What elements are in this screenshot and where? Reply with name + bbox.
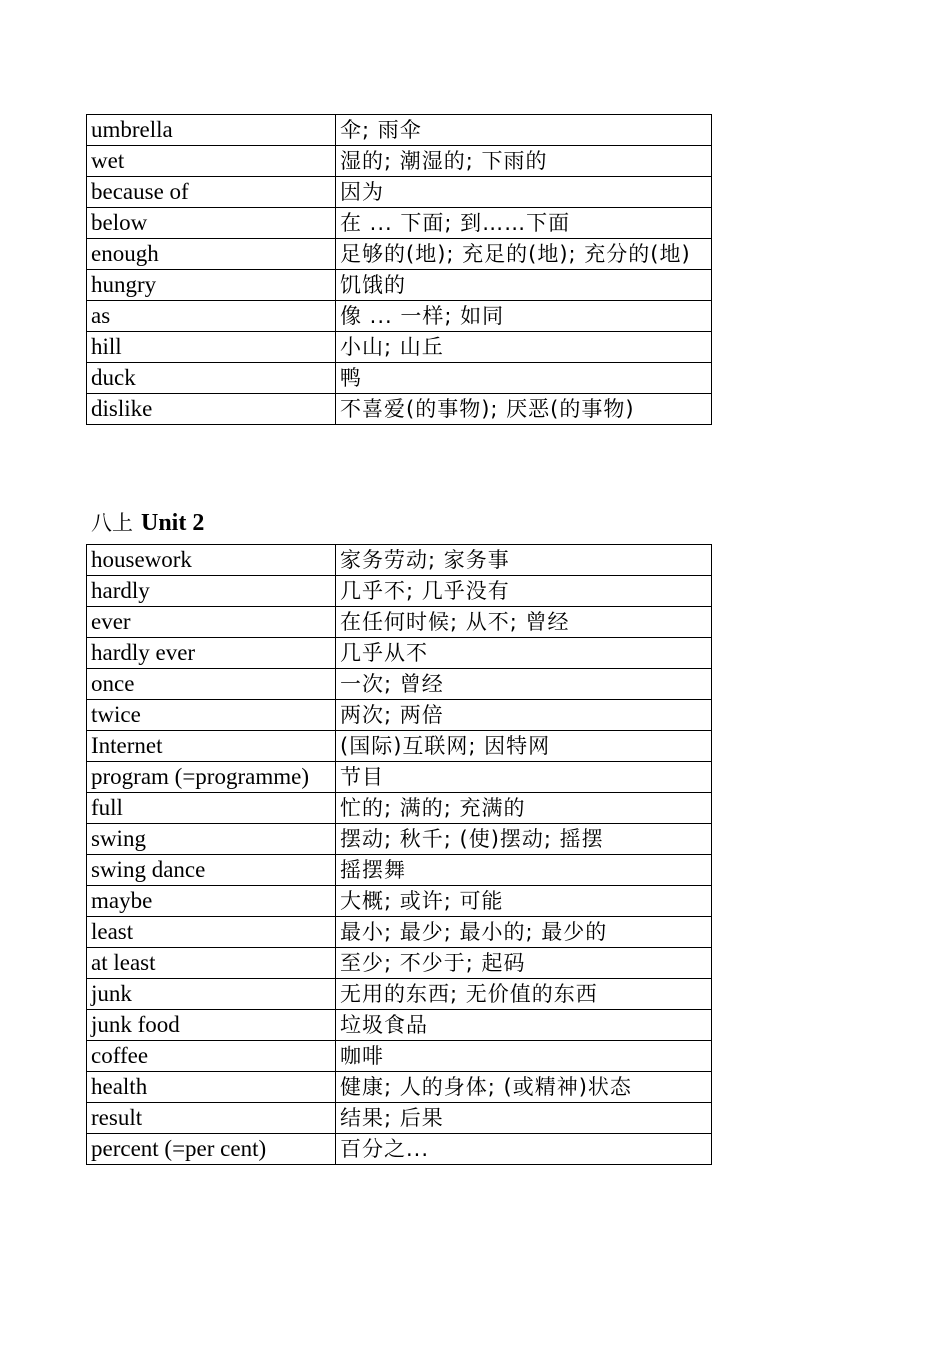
chinese-meaning: 健康; 人的身体; (或精神)状态	[336, 1072, 712, 1103]
table-row	[87, 979, 712, 1010]
chinese-meaning: 咖啡	[336, 1041, 712, 1072]
vocab-table-1	[86, 114, 712, 425]
chinese-meaning: 节目	[336, 762, 712, 793]
chinese-meaning: 几乎从不	[336, 638, 712, 669]
english-word: below	[87, 208, 336, 239]
english-word: percent (=per cent)	[87, 1134, 336, 1165]
table-row	[87, 793, 712, 824]
chinese-meaning: 摆动; 秋千; (使)摆动; 摇摆	[336, 824, 712, 855]
table-row	[87, 208, 712, 239]
table-row	[87, 1041, 712, 1072]
table-row	[87, 824, 712, 855]
chinese-meaning: 几乎不; 几乎没有	[336, 576, 712, 607]
table-row	[87, 239, 712, 270]
table-row	[87, 855, 712, 886]
chinese-meaning: 饥饿的	[336, 270, 712, 301]
chinese-meaning: 垃圾食品	[336, 1010, 712, 1041]
chinese-meaning: 摇摆舞	[336, 855, 712, 886]
english-word: wet	[87, 146, 336, 177]
vocab-table-2	[86, 544, 712, 1165]
english-word: once	[87, 669, 336, 700]
table-row	[87, 576, 712, 607]
table-row	[87, 948, 712, 979]
english-word: maybe	[87, 886, 336, 917]
grade-label: 八上	[91, 511, 133, 535]
english-word: result	[87, 1103, 336, 1134]
english-word: as	[87, 301, 336, 332]
chinese-meaning: 大概; 或许; 可能	[336, 886, 712, 917]
table-row	[87, 762, 712, 793]
table-row	[87, 638, 712, 669]
chinese-meaning: 小山; 山丘	[336, 332, 712, 363]
english-word: coffee	[87, 1041, 336, 1072]
table-row	[87, 301, 712, 332]
english-word: program (=programme)	[87, 762, 336, 793]
unit-title: Unit 2	[141, 510, 205, 536]
english-word: enough	[87, 239, 336, 270]
chinese-meaning: 伞; 雨伞	[336, 115, 712, 146]
chinese-meaning: 因为	[336, 177, 712, 208]
chinese-meaning: 至少; 不少于; 起码	[336, 948, 712, 979]
table-row	[87, 917, 712, 948]
table-row	[87, 1103, 712, 1134]
section-heading	[91, 506, 204, 540]
english-word: housework	[87, 545, 336, 576]
table-row	[87, 1010, 712, 1041]
chinese-meaning: (国际)互联网; 因特网	[336, 731, 712, 762]
table-row	[87, 270, 712, 301]
english-word: duck	[87, 363, 336, 394]
chinese-meaning: 在任何时候; 从不; 曾经	[336, 607, 712, 638]
chinese-meaning: 足够的(地); 充足的(地); 充分的(地)	[336, 239, 712, 270]
table-row	[87, 177, 712, 208]
table-row	[87, 607, 712, 638]
english-word: swing dance	[87, 855, 336, 886]
english-word: swing	[87, 824, 336, 855]
chinese-meaning: 百分之...	[336, 1134, 712, 1165]
english-word: because of	[87, 177, 336, 208]
table-row	[87, 700, 712, 731]
chinese-meaning: 忙的; 满的; 充满的	[336, 793, 712, 824]
english-word: health	[87, 1072, 336, 1103]
table-row	[87, 115, 712, 146]
english-word: at least	[87, 948, 336, 979]
table-row	[87, 1072, 712, 1103]
chinese-meaning: 鸭	[336, 363, 712, 394]
chinese-meaning: 最小; 最少; 最小的; 最少的	[336, 917, 712, 948]
chinese-meaning: 在 ... 下面; 到……下面	[336, 208, 712, 239]
english-word: hill	[87, 332, 336, 363]
english-word: least	[87, 917, 336, 948]
chinese-meaning: 不喜爱(的事物); 厌恶(的事物)	[336, 394, 712, 425]
chinese-meaning: 像 ... 一样; 如同	[336, 301, 712, 332]
chinese-meaning: 两次; 两倍	[336, 700, 712, 731]
english-word: junk food	[87, 1010, 336, 1041]
english-word: ever	[87, 607, 336, 638]
chinese-meaning: 家务劳动; 家务事	[336, 545, 712, 576]
table-row	[87, 886, 712, 917]
table-row	[87, 394, 712, 425]
english-word: hardly	[87, 576, 336, 607]
english-word: Internet	[87, 731, 336, 762]
chinese-meaning: 结果; 后果	[336, 1103, 712, 1134]
chinese-meaning: 湿的; 潮湿的; 下雨的	[336, 146, 712, 177]
english-word: twice	[87, 700, 336, 731]
table-row	[87, 363, 712, 394]
english-word: hardly ever	[87, 638, 336, 669]
table-row	[87, 332, 712, 363]
chinese-meaning: 一次; 曾经	[336, 669, 712, 700]
english-word: dislike	[87, 394, 336, 425]
table-row	[87, 545, 712, 576]
english-word: junk	[87, 979, 336, 1010]
table-row	[87, 1134, 712, 1165]
table-row	[87, 731, 712, 762]
english-word: umbrella	[87, 115, 336, 146]
english-word: hungry	[87, 270, 336, 301]
table-row	[87, 146, 712, 177]
table-row	[87, 669, 712, 700]
english-word: full	[87, 793, 336, 824]
chinese-meaning: 无用的东西; 无价值的东西	[336, 979, 712, 1010]
